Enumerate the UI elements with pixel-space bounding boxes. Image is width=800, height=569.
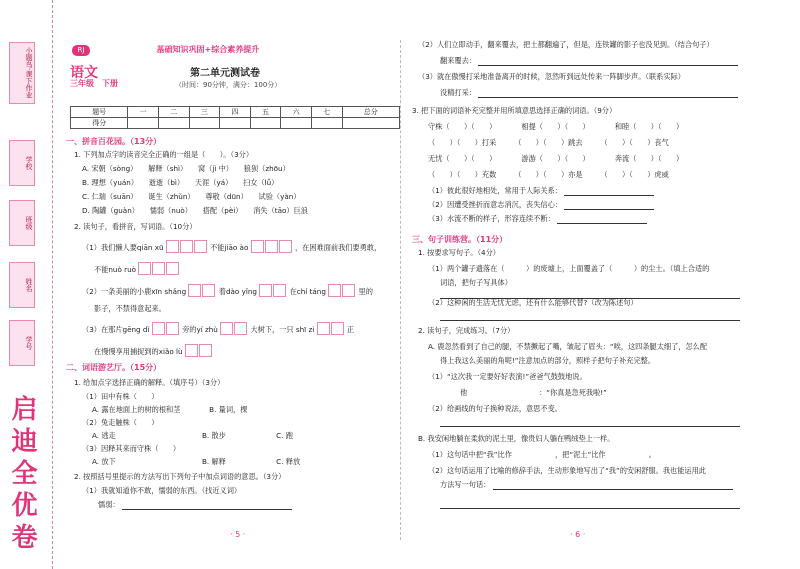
question-4: 2. 按照括号里提示的方法写出下列句子中加点词语的意思。（3分） — [74, 472, 286, 481]
score-input[interactable] — [250, 118, 281, 129]
score-input[interactable] — [342, 118, 399, 129]
answer-label: 没精打采： — [440, 88, 476, 97]
answer-line[interactable] — [478, 57, 738, 66]
q3-item-2: （2）兔走触株（ ） — [82, 418, 159, 427]
sidebar — [0, 0, 53, 569]
side-box-name: 姓名 — [9, 262, 35, 308]
char-boxes[interactable] — [188, 284, 216, 300]
right-q4-a: （1）两个罐子遗落在（ ）的废墟上，上面覆盖了（ ）的尘土。（填上合适的 — [428, 264, 710, 273]
side-box-note: 小题鸟·课下作业 — [9, 42, 35, 104]
char-boxes[interactable] — [259, 284, 287, 300]
score-cell: 四 — [220, 107, 251, 118]
score-input[interactable] — [311, 118, 342, 129]
score-header-row — [71, 107, 400, 118]
right-q5-h: （2）这句话运用了比喻的修辞手法，生动形象地写出了“我”的安闲舒服。我也能运用此 — [428, 466, 706, 475]
answer-line[interactable] — [440, 500, 740, 509]
right-q5: 2. 读句子，完成练习。（7分） — [418, 326, 515, 335]
score-input[interactable] — [189, 118, 220, 129]
pinyin-line-4: 影子，不禁得意起来。 — [94, 304, 166, 313]
char-boxes[interactable] — [152, 322, 180, 338]
score-input[interactable] — [220, 118, 251, 129]
answer-line[interactable] — [478, 89, 738, 98]
score-cell: 总分 — [342, 107, 399, 118]
right-q3-sub-3 — [428, 214, 647, 224]
char-boxes[interactable] — [185, 344, 213, 360]
section-title-3: 三、句子训练营。（11分） — [412, 235, 508, 244]
char-boxes[interactable] — [251, 240, 293, 256]
right-q5-d: 他 ：“你真是急死我啦!” — [460, 388, 607, 397]
page-number-left: · 5 · — [230, 530, 246, 539]
score-input[interactable] — [128, 118, 159, 129]
score-cell: 题号 — [71, 107, 128, 118]
right-q3: 3. 把下面的词语补充完整并用所填意思选择正确的词语。（9分） — [412, 106, 617, 115]
char-boxes[interactable] — [328, 284, 356, 300]
page-divider — [400, 40, 401, 540]
section-title-1: 一、拼音百花园。（13分） — [66, 137, 162, 146]
score-cell: 三 — [189, 107, 220, 118]
q3-item-3: （3）因释其来而守株（ ） — [82, 444, 181, 453]
pinyin-text: （3）在那片gēng dì — [82, 325, 150, 334]
score-cell: 二 — [158, 107, 189, 118]
score-value-row — [71, 118, 400, 129]
q3-options-3: A. 放下 B. 解释 C. 释放 — [92, 457, 301, 466]
page-number-right: · 6 · — [570, 530, 586, 539]
answer-label: （1）彼此很好地相处，常用于人际关系： — [428, 186, 562, 195]
score-input[interactable] — [281, 118, 312, 129]
pinyin-line-5 — [82, 322, 354, 338]
subject-title: 语文 — [70, 65, 98, 81]
side-box-id: 学号 — [9, 320, 35, 366]
char-boxes[interactable] — [138, 262, 180, 278]
right-q2: （3）就在傲慢打采地准备离开的时候，忽然听到远处传来一阵脚步声。（联系实际） — [418, 72, 685, 81]
pinyin-text: （1）我们懒人要qiān xū — [82, 243, 164, 252]
right-q4-b: 词语，把句子写具体） — [440, 278, 512, 287]
right-q2-answer — [440, 88, 738, 98]
pinyin-line-1 — [82, 240, 381, 256]
right-q3-sub-2 — [428, 200, 654, 210]
right-q5-c: （1）“这次我一定要好好表演!”爸爸气鼓鼓地说。 — [428, 372, 587, 381]
pinyin-text: 不能jiāo ào — [210, 243, 249, 252]
pinyin-text: 旁的yí zhù — [182, 325, 218, 334]
header-tag — [72, 44, 259, 56]
rj-badge: RJ — [72, 45, 90, 56]
score-cell: 一 — [128, 107, 159, 118]
score-input[interactable] — [158, 118, 189, 129]
right-q3-row-1: 守株（ ）（ ） 相提（ ）（ ） 和睦（ ）（ ） — [428, 122, 684, 131]
answer-label: 方法写一句话： — [440, 480, 491, 489]
pinyin-text: 在慢慢享用捕捉到的xiǎo lù — [94, 347, 183, 356]
section-title-2: 二、词语游艺厅。（15分） — [66, 363, 162, 372]
pinyin-text: 不能nuò ruò — [94, 265, 137, 274]
right-q1-answer — [440, 56, 738, 66]
q3-options-2: A. 逃走 B. 散步 C. 跑 — [92, 431, 293, 440]
right-q3-row-2: （ ）（ ）打采 （ ）（ ）跳去 （ ）（ ）丧气 — [428, 138, 669, 147]
pinyin-text: 着dào yǐng — [218, 287, 257, 296]
right-q3-sub-1 — [428, 186, 654, 196]
score-cell: 六 — [281, 107, 312, 118]
q4-item-1: （1）我就知道你不敢，懦弱的东西。（找近义词） — [82, 486, 242, 495]
q4-answer-1 — [98, 500, 292, 510]
pinyin-text: ，在困难面前我们要勇敢， — [294, 243, 382, 252]
score-cell: 得分 — [71, 118, 128, 129]
right-q1: （2）人们立即动手，翻来覆去，把土都翻遍了，但是，连铁罐的影子也没见到。（结合句子） — [418, 40, 714, 49]
right-q5-e: （2）给画线的句子换种说法，意思不变。 — [428, 404, 562, 413]
pinyin-text: 里的 — [358, 287, 373, 296]
right-q5-f: B. 我安闲地躺在柔软的泥土里，像贵妇人躺在鸭绒垫上一样。 — [418, 434, 615, 443]
right-q5-i — [440, 480, 733, 490]
right-q5-a: A. 鹿忽然看到了自己的腿，不禁撅起了嘴，皱起了眉头：“唉，这四条腿太细了，怎么配 — [428, 342, 708, 351]
answer-line[interactable] — [440, 312, 740, 321]
score-cell: 五 — [250, 107, 281, 118]
score-table — [70, 106, 400, 129]
pinyin-text: （2）一条美丽的小鹿xīn shǎng — [82, 287, 187, 296]
right-q5-g: （1）这句话中把“我”比作 ，把“泥土”比作 。 — [428, 450, 656, 459]
pinyin-line-6 — [94, 344, 213, 360]
page-title: 第二单元测试卷 — [190, 68, 260, 79]
char-boxes[interactable] — [220, 322, 248, 338]
answer-line[interactable] — [557, 215, 647, 224]
right-q3-row-3: 无忧（ ）（ ） 游游（ ）（ ） 奔流（ ）（ ） — [428, 154, 684, 163]
grade-label: 三年级 下册 — [70, 79, 118, 88]
option-b: B. 理想（yuán） 逝逝（bì） 天涯（yá） 扫女（lǚ） — [82, 178, 279, 187]
right-q4-c: （2）这种闲的生活无忧无虑，还有什么能够代替?（改为陈述句） — [428, 298, 638, 307]
pinyin-line-2 — [94, 262, 180, 278]
score-cell: 七 — [311, 107, 342, 118]
pinyin-text: 大树下，一只 shī zi — [250, 325, 315, 334]
answer-label: 懦弱： — [98, 500, 120, 509]
side-box-school: 学校 — [9, 140, 35, 186]
answer-line[interactable] — [122, 501, 292, 510]
answer-line[interactable] — [440, 418, 740, 427]
pinyin-text: 正 — [346, 325, 355, 334]
right-q3-row-4: （ ）（ ）充数 （ ）（ ）亦是 （ ）（ ）虎威 — [428, 170, 669, 179]
answer-line[interactable] — [493, 481, 733, 490]
option-c: C. 仁瑞（suān） 诞生（zhǔn） 尊敬（dūn） 试验（yàn） — [82, 192, 301, 201]
answer-label: 翻来覆去： — [440, 56, 476, 65]
q3-options-1: A. 露在地面上的树的根和茎 B. 量词，棵 — [92, 405, 248, 414]
right-q5-a2: 得上我这么美丽的角呢!”注意加点的部分，照样子把句子补充完整。 — [440, 356, 656, 365]
answer-line[interactable] — [564, 201, 654, 210]
header-tagline: 基础知识巩固+综合素养提升 — [156, 45, 260, 54]
option-d: D. 陶罐（guàn） 懦弱（nuò） 搭配（pèi） 消失（tāo）巨浪 — [82, 206, 308, 215]
side-box-class: 班级 — [9, 200, 35, 246]
char-boxes[interactable] — [166, 240, 208, 256]
answer-label: （3）水流不断的样子，形容连续不断： — [428, 214, 555, 223]
option-a: A. 宋朝（sòng） 解释（shì） 窝（jì 中） ​狼狈（zhōu） — [82, 164, 290, 173]
answer-line[interactable] — [564, 187, 654, 196]
char-boxes[interactable] — [317, 322, 345, 338]
question-3: 1. 给加点字选择正确的解释。（填序号）（3分） — [74, 378, 225, 387]
question-1: 1. 下列加点字的读音完全正确的一组是（ ）。（3分） — [74, 150, 254, 159]
pinyin-line-3 — [82, 284, 373, 300]
q3-item-1: （1）田中有株（ ） — [82, 392, 159, 401]
right-q4: 1. 按要求写句子。（4分） — [418, 248, 500, 257]
answer-label: （2）因遭受挫折而意志消沉，丧失信心： — [428, 200, 562, 209]
brand-logo: 启迪全优卷 — [7, 395, 37, 555]
question-2: 2. 读句子，看拼音，写词语。（10分） — [74, 222, 197, 231]
pinyin-text: 在chí táng — [289, 287, 326, 296]
page-subtitle: （时间：90分钟，满分：100分） — [175, 81, 282, 89]
